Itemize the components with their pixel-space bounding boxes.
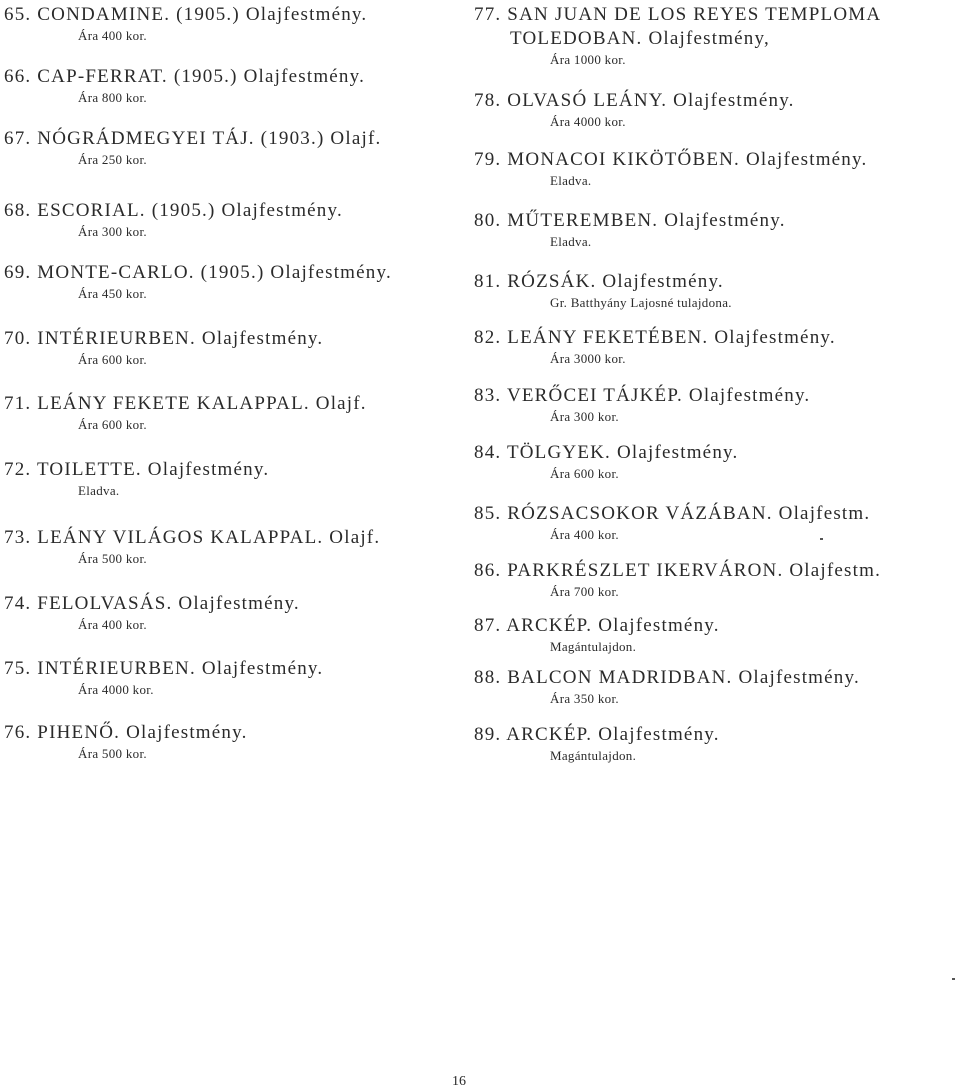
entry-title: 76. PIHENŐ. Olajfestmény. — [4, 722, 248, 743]
entry-title: 68. ESCORIAL. (1905.) Olajfestmény. — [4, 200, 343, 221]
entry-price: Gr. Batthyány Lajosné tulajdona. — [550, 295, 732, 310]
entry-title: 75. INTÉRIEURBEN. Olajfestmény. — [4, 658, 324, 679]
entry-title: 85. RÓZSACSOKOR VÁZÁBAN. Olajfestm. — [474, 503, 871, 524]
entry-price: Ára 300 kor. — [78, 224, 147, 239]
entry-price: Ára 600 kor. — [550, 466, 619, 481]
entry-title-continued: TOLEDOBAN. Olajfestmény, — [510, 28, 770, 49]
entry-price: Eladva. — [78, 483, 120, 498]
entry-title: 67. NÓGRÁDMEGYEI TÁJ. (1903.) Olajf. — [4, 128, 382, 149]
entry-title: 65. CONDAMINE. (1905.) Olajfestmény. — [4, 4, 368, 25]
entry-title: 70. INTÉRIEURBEN. Olajfestmény. — [4, 328, 324, 349]
entry-title: 88. BALCON MADRIDBAN. Olajfestmény. — [474, 667, 860, 688]
entry-price: Ára 350 kor. — [550, 691, 619, 706]
entry-price: Ára 3000 kor. — [550, 351, 626, 366]
entry-title: 71. LEÁNY FEKETE KALAPPAL. Olajf. — [4, 393, 367, 414]
entry-title: 80. MŰTEREMBEN. Olajfestmény. — [474, 210, 786, 231]
entry-price: Ára 600 kor. — [78, 417, 147, 432]
entry-title: 66. CAP-FERRAT. (1905.) Olajfestmény. — [4, 66, 366, 87]
entry-price: Ára 600 kor. — [78, 352, 147, 367]
entry-title: 84. TÖLGYEK. Olajfestmény. — [474, 442, 739, 463]
entry-price: Magántulajdon. — [550, 639, 637, 654]
entry-title: 83. VERŐCEI TÁJKÉP. Olajfestmény. — [474, 385, 811, 406]
entry-price: Ára 4000 kor. — [78, 682, 154, 697]
entry-title: 79. MONACOI KIKÖTŐBEN. Olajfestmény. — [474, 149, 868, 170]
print-speck — [820, 538, 823, 540]
entry-title: 69. MONTE-CARLO. (1905.) Olajfestmény. — [4, 262, 392, 283]
entry-title: 82. LEÁNY FEKETÉBEN. Olajfestmény. — [474, 327, 836, 348]
entry-title: 73. LEÁNY VILÁGOS KALAPPAL. Olajf. — [4, 527, 381, 548]
print-speck — [952, 978, 955, 980]
entry-price: Ára 500 kor. — [78, 746, 147, 761]
entry-price: Ára 400 kor. — [78, 28, 147, 43]
entry-title: 89. ARCKÉP. Olajfestmény. — [474, 724, 720, 745]
entry-title: 78. OLVASÓ LEÁNY. Olajfestmény. — [474, 90, 795, 111]
entry-price: Ára 700 kor. — [550, 584, 619, 599]
entry-price: Ára 500 kor. — [78, 551, 147, 566]
entry-title: 77. SAN JUAN DE LOS REYES TEMPLOMA — [474, 4, 882, 25]
entry-price: Eladva. — [550, 234, 592, 249]
entry-price: Eladva. — [550, 173, 592, 188]
entry-title: 87. ARCKÉP. Olajfestmény. — [474, 615, 720, 636]
entry-title: 72. TOILETTE. Olajfestmény. — [4, 459, 270, 480]
entry-price: Ára 400 kor. — [550, 527, 619, 542]
entry-price: Ára 800 kor. — [78, 90, 147, 105]
entry-title: 81. RÓZSÁK. Olajfestmény. — [474, 271, 724, 292]
entry-price: Ára 1000 kor. — [550, 52, 626, 67]
entry-price: Ára 250 kor. — [78, 152, 147, 167]
entry-price: Ára 300 kor. — [550, 409, 619, 424]
entry-title: 74. FELOLVASÁS. Olajfestmény. — [4, 593, 300, 614]
page-number: 16 — [452, 1074, 466, 1089]
entry-price: Ára 400 kor. — [78, 617, 147, 632]
entry-price: Ára 4000 kor. — [550, 114, 626, 129]
entry-price: Magántulajdon. — [550, 748, 637, 763]
entry-price: Ára 450 kor. — [78, 286, 147, 301]
entry-title: 86. PARKRÉSZLET IKERVÁRON. Olajfestm. — [474, 560, 882, 581]
